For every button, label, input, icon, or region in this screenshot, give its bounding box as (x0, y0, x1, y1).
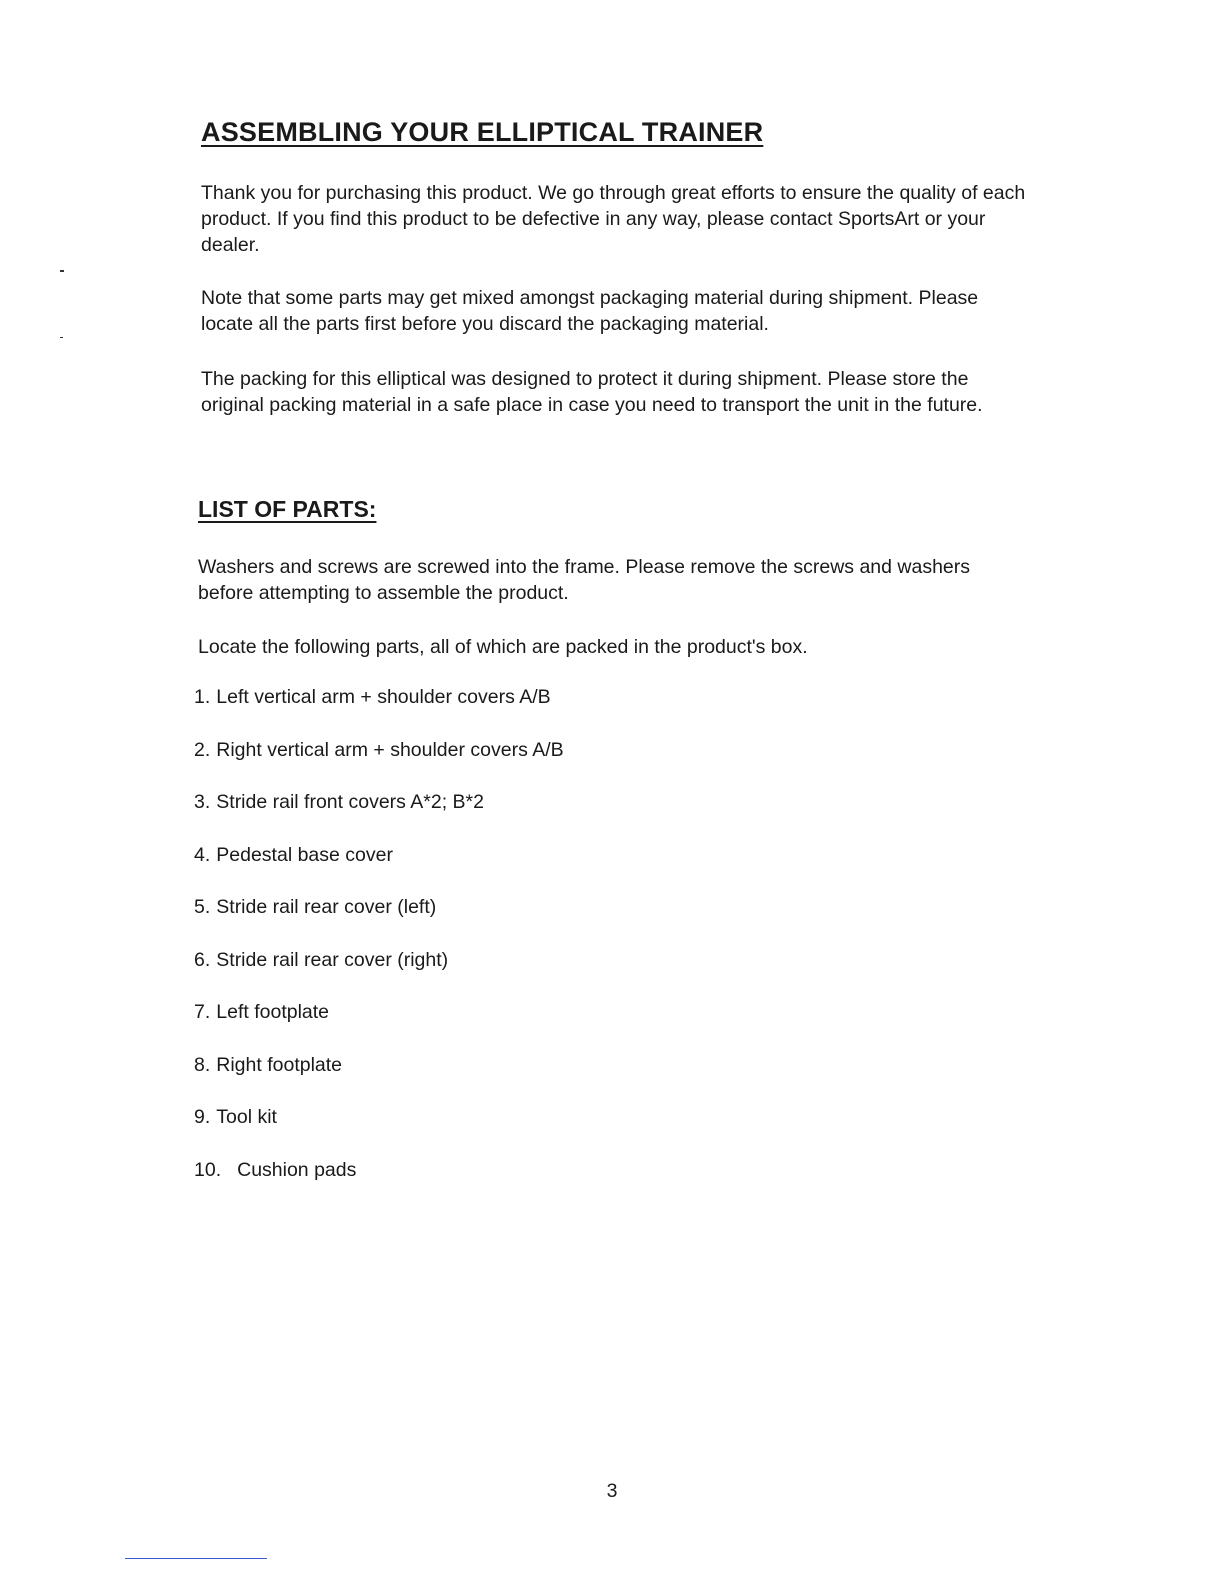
list-item (194, 947, 564, 1000)
list-item (194, 1104, 564, 1157)
list-item (194, 789, 564, 842)
list-item-text: Stride rail rear cover (right) (216, 948, 449, 971)
intro-paragraph-thanks: Thank you for purchasing this product. We go through great efforts to ensure the quality of each product. If you find this product to be defective in any way, please contact SportsArt or your dealer. (201, 182, 1026, 256)
scan-speck (60, 270, 64, 272)
list-item (194, 684, 564, 737)
page-title: ASSEMBLING YOUR ELLIPTICAL TRAINER (201, 117, 764, 147)
list-item (194, 999, 564, 1052)
intro-paragraph-parts-note: Note that some parts may get mixed amongst packaging material during shipment. Please locate all the parts first before you discard the packaging material. (201, 287, 979, 335)
list-item-number: 3. (194, 791, 211, 813)
list-item (194, 1052, 564, 1105)
page-number: 3 (606, 1480, 618, 1502)
list-item (194, 894, 564, 947)
list-item-text: Stride rail front covers A*2; B*2 (216, 791, 484, 813)
parts-section-heading: LIST OF PARTS: (198, 496, 377, 522)
list-item-text: Pedestal base cover (216, 843, 393, 866)
list-item-number: 8. (194, 1053, 211, 1076)
list-item-number: 4. (194, 843, 211, 866)
list-item-text: Tool kit (216, 1106, 277, 1128)
list-item-text: Right vertical arm + shoulder covers A/B (216, 738, 564, 761)
list-item-text: Left footplate (216, 1001, 330, 1023)
list-item-text: Stride rail rear cover (left) (216, 896, 437, 918)
list-item-number: 2. (194, 738, 211, 761)
list-item-number: 10. (194, 1158, 222, 1181)
parts-intro-locate: Locate the following parts, all of which are packed in the product's box. (198, 636, 808, 658)
list-item (194, 737, 564, 790)
footer-rule (125, 1558, 267, 1559)
list-item-number: 7. (194, 1001, 211, 1023)
parts-intro-washers: Washers and screws are screwed into the frame. Please remove the screws and washers before attempting to assemble the product. (198, 556, 971, 604)
list-item-text: Right footplate (216, 1053, 343, 1076)
list-item-number: 5. (194, 896, 211, 918)
list-item-number: 1. (194, 686, 211, 708)
list-item (194, 1157, 564, 1210)
list-item-number: 9. (194, 1106, 211, 1128)
intro-paragraph-packing: The packing for this elliptical was designed to protect it during shipment. Please store the original packing material in a safe place in case you need to transport the unit in the future. (201, 368, 983, 416)
list-item-text: Cushion pads (237, 1158, 357, 1181)
list-item-text: Left vertical arm + shoulder covers A/B (216, 686, 551, 708)
scan-speck (60, 337, 63, 338)
list-item-number: 6. (194, 948, 211, 971)
list-item (194, 842, 564, 895)
parts-list (194, 684, 564, 1209)
